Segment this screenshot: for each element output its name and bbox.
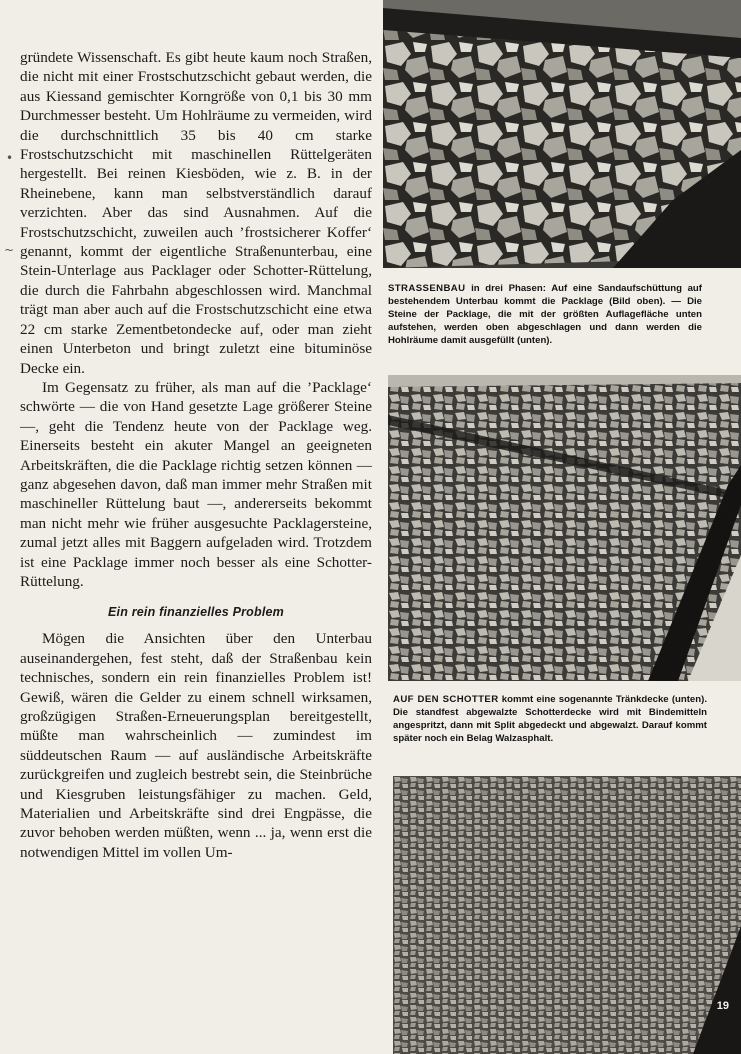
caption-lead: STRASSENBAU (388, 283, 466, 294)
photo-caption (388, 282, 702, 347)
article-paragraph: Mögen die Ansichten über den Unterbau auseinandergehen, fest steht, daß der Straßenbau kein technisches, sondern ein rein finanzielles Problem ist! Gewiß, wären die Gelder zu einem schnell wirksamen, großzügigen Straßen-Erneuerungsplan bereitgestellt, müßte man wahrscheinlich — zumindest im süddeutschen Raum — auf ausländische Arbeitskräfte zurückgreifen und zugleich bestrebt sein, die Steinbrüche und Kiesgruben leistungsfähiger zu machen. Geld, Materialien und Arbeitskräfte sind drei Engpässe, die zuvor behoben werden müßten, wenn ... ja, wenn erst die notwendigen Mittel im vollen Um- (20, 630, 372, 861)
photo-packlage-stones (383, 0, 741, 268)
caption-text: in drei Phasen: Auf eine Sandaufschüttung auf bestehendem Unterbau kommt die Packlage (Bild oben). — Die Steine der Packlage, die mit der größten Auflagefläche unten aufstehen, werden oben abgeschlagen und dann werden die Hohlräume damit ausgefüllt (unten). (388, 283, 702, 346)
photo-packlage-crushed (388, 375, 741, 681)
page-number: 19 (716, 1000, 729, 1012)
margin-dash: ~ (4, 243, 15, 257)
photo-schotter-layer (393, 776, 741, 1054)
caption-text: kommt eine sogenannte Tränkdecke (unten). Die standfest abgewalzte Schotterdecke wird mit Bindemitteln angespritzt, dann mit Split abgedeckt und abgewalzt. Darauf kommt später noch ein Belag Walzasphalt. (393, 694, 707, 744)
margin-dot: • (6, 151, 14, 165)
subheading: Ein rein finanzielles Problem (108, 605, 284, 620)
photo-caption (393, 693, 707, 745)
caption-lead: AUF DEN SCHOTTER (393, 694, 499, 705)
article-column (20, 48, 372, 862)
article-paragraph: Im Gegensatz zu früher, als man auf die ’Packlage‘ schwörte — die von Hand gesetzte Lage größerer Steine —, geht die Tendenz heute von der Packlage weg. Einerseits besteht ein akuter Mangel an geeigneten Arbeitskräften, die die Packlage richtig setzen können — ganz abgesehen davon, daß man immer mehr Straßen mit maschineller Rüttelung baut —, andererseits bekommt man nicht mehr wie früher ausgesuchte Packlagersteine, zumal jetzt alles mit Baggern aufgeladen wird. Trotzdem ist eine Packlage immer noch besser als eine Schotter-Rüttelung. (20, 378, 372, 590)
article-paragraph: gründete Wissenschaft. Es gibt heute kaum noch Straßen, die nicht mit einer Frostschutzschicht gebaut werden, die aus Kiessand gemischter Korngröße von 0,1 bis 30 mm Durchmesser besteht. Um Hohlräume zu vermeiden, wird die durchschnittlich 35 bis 40 cm starke Frostschutzschicht mit maschinellen Rüttelgeräten hergestellt. Bei reinen Kiesböden, wie z. B. in der Rheinebene, kann man selbstverständlich darauf verzichten. Aber das sind Ausnahmen. Auf die Frostschutzschicht, zuweilen auch ’frostsicherer Koffer‘ genannt, kommt der eigentliche Straßenunterbau, eine Stein-Unterlage aus Packlager oder Schotter-Rüttelung, die durch die Fahrbahn abgeschlossen wird. Manchmal trägt man aber auch auf die Frostschutzschicht eine etwa 22 cm starke Zementbetondecke auf, oder man zieht einen Unterbeton und bringt zuletzt eine bituminöse Decke ein. (20, 49, 372, 377)
